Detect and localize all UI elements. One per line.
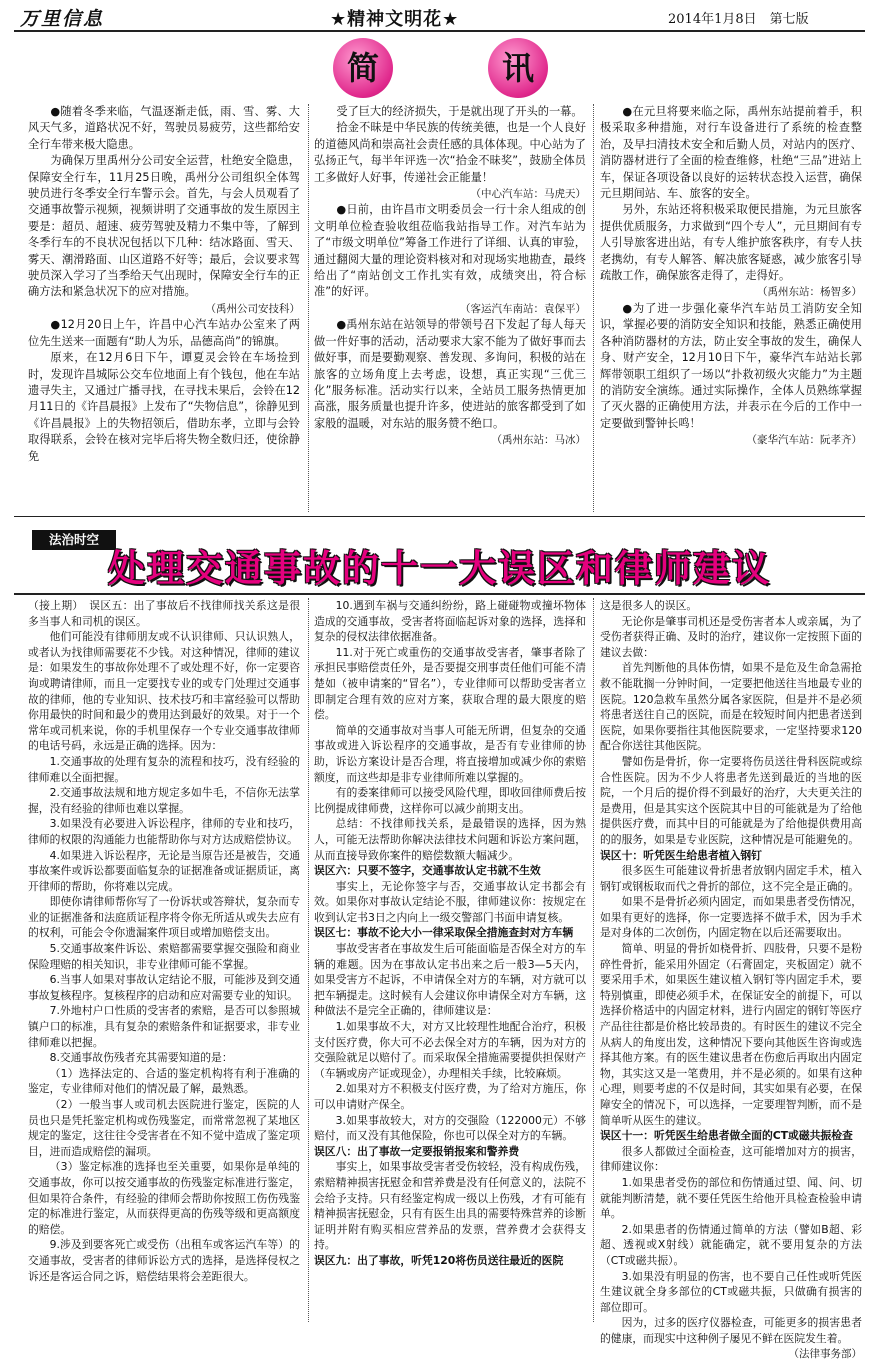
column-divider (593, 104, 594, 512)
news-column-3 (600, 104, 862, 516)
paragraph: 事实上，如果事故受害者受伤较轻，没有构成伤残，索赔精神损害抚慰金和营养费是没有任何意义的，法院不会给予支持。只有经鉴定构成一级以上伤残，才有可能有精神损害抚慰金，只有有医生出具的需要特殊营养的诊断证明并附有购买相应营养品的发票，营养费才会获得支持。 (314, 1159, 586, 1253)
article-source: （禹州东站：马冰） (314, 432, 586, 448)
law-column-3 (600, 598, 862, 1324)
law-column-1 (28, 598, 300, 1324)
paragraph: ●随着冬季来临，气温逐渐走低，雨、雪、雾、大风天气多，道路状况不好，驾驶员易疲劳，这些都给安全行车带来极大隐患。 (28, 104, 300, 153)
subheading: 误区九：出了事故，听凭120将伤员送往最近的医院 (314, 1253, 586, 1269)
paragraph: 很多医生可能建议骨折患者放钢内固定手术，植入钢钉或钢板取而代之骨折的部位，这不完全是正确的。 (600, 863, 862, 894)
paragraph: 4.如果进入诉讼程序，无论是当原告还是被告，交通事故案件或诉讼都要面临复杂的证据准备或证据质证，离开律师的帮助，你将难以完成。 (28, 848, 300, 895)
paragraph: （1）选择法定的、合适的鉴定机构将有利于准确的鉴定，专业律师对他们的情况最了解，最熟悉。 (28, 1066, 300, 1097)
subheading: 误区六：只要不签字，交通事故认定书就不生效 (314, 863, 586, 879)
section-tag: 法治时空 (32, 530, 116, 550)
section-title: ★精神文明花★ (330, 5, 459, 31)
paragraph: ●为了进一步强化豪华汽车站员工消防安全知识，掌握必要的消防安全知识和技能，熟悉正确使用各种消防器材的方法，防止安全事故的发生，确保人身、财产安全，12月10日下午，豪华汽车站站长郭辉带领职工组织了一场以“扑救初级火灾能力”为主题的消防安全演练。通过实际操作，全体人员熟练掌握了灭火器的正确使用方法，并表示在今后的工作中一定要做到警钟长鸣！ (600, 301, 862, 432)
paragraph: 2.交通事故法规和地方规定多如牛毛，不信你无法掌握，没有经验的律师也难以掌握。 (28, 785, 300, 816)
paragraph: 因为，过多的医疗仪器检查，可能更多的损害患者的健康，而现实中这种例子屡见不鲜在医院发生着。 (600, 1315, 862, 1346)
subheading: 误区十：听凭医生给患者植入钢钉 (600, 848, 862, 864)
paragraph: ●禹州东站在站领导的带领号召下发起了每人每天做一件好事的活动，活动要求大家不能为了做好事而去做好事，而是要勤观察、善发现、多询问，积极的站在旅客的立场角度上去考虑，设想，真正实现“三优三化”服务标准。活动实行以来，全站员工服务热情更加高涨，服务质量也提升许多，使进站的旅客都受到了如家般的温暖，对东站的服务赞不绝口。 (314, 317, 586, 432)
subheading: 误区八：出了事故一定要报销报案和警养费 (314, 1144, 586, 1160)
subheading: 误区七：事故不论大小一律采取保全措施查封对方车辆 (314, 925, 586, 941)
paragraph: ●日前，由许昌市文明委员会一行十余人组成的创文明单位检查验收组莅临我站指导工作。对汽车站为了“市级文明单位”筹备工作进行了详细、认真的审验，通过翻阅大量的理论资料核对和对现场实地勘查，最终给出了“南站创文工作扎实有效，成绩突出，符合标准”的好评。 (314, 202, 586, 300)
paragraph: 9.涉及到要客死亡或受伤（出租车或客运汽车等）的交通事故，受害者的律师诉讼方式的选择，是选择侵权之诉还是客运合同之诉，赔偿结果将会差距很大。 (28, 1237, 300, 1284)
paragraph: 2.如果对方不积极支付医疗费，为了给对方施压，你可以申请财产保全。 (314, 1081, 586, 1112)
article-source: （豪华汽车站：阮孝齐） (600, 432, 862, 448)
paragraph: 5.交通事故案件诉讼、索赔都需要掌握交强险和商业保险理赔的相关知识，非专业律师可能不掌握。 (28, 941, 300, 972)
issue-date: 2014年1月8日 第七版 (668, 8, 809, 27)
paragraph: 1.交通事故的处理有复杂的流程和技巧，没有经验的律师难以全面把握。 (28, 754, 300, 785)
paragraph: 简单、明显的骨折如桡骨折、四肢骨，只要不是粉碎性骨折，能采用外固定（石膏固定，夹板固定）就不要采用手术，如果医生建议植入钢钉等内固定手术，要特别慎重，即使必须手术，在保证安全的前提下，可以选择价格适中的内固定材料，进行内固定的钢钉等医疗产品往往都是价格比较昂贵的。有时医生的建议不完全从病人的角度出发，这种情况下要向其他医生咨询或选择其他方案。有的医生建议患者在伤愈后再取出内固定物，其实这又是一笔费用，并不是必须的。如果有这种心理，则要考虑的不仅是时间，其实如果有必要，在保障安全的情况下，可以选择，一定要理智判断，而不是简单听从医生的建议。 (600, 941, 862, 1128)
paragraph: 6.当事人如果对事故认定结论不服，可能涉及到交通事故复核程序。复核程序的启动和应对需要专业的知识。 (28, 972, 300, 1003)
article-source: （禹州公司安技科） (28, 301, 300, 317)
paragraph: 7.外地村户口性质的受害者的索赔，是否可以参照城镇户口的标准，具有复杂的索赔条件和证据要求，非专业律师难以把握。 (28, 1003, 300, 1050)
law-column-2 (314, 598, 586, 1324)
news-column-2 (314, 104, 586, 516)
paragraph: （3）鉴定标准的选择也至关重要，如果你是单纯的交通事故，你可以按交通事故的伤残鉴定标准进行鉴定，但如果符合条件，有经验的律师会帮助你按照工伤伤残鉴定的标准进行鉴定，从而获得更高的伤残等级和更高额度的赔偿。 (28, 1159, 300, 1237)
paragraph: ●12月20日上午，许昌中心汽车站办公室来了两位先生送来一面题有“助人为乐，品德高尚”的锦旗。 (28, 317, 300, 350)
subheading: 误区十一：听凭医生给患者做全面的CT或磁共振检查 (600, 1128, 862, 1144)
paragraph: 简单的交通事故对当事人可能无所谓，但复杂的交通事故或进入诉讼程序的交通事故，是否有专业律师的协助，诉讼方案设计是否合理，将直接增加或减少你的索赔额度，而这些却是非专业律师所难以掌握的。 (314, 723, 586, 785)
paragraph: 譬如伤是骨折，你一定要将伤员送往骨科医院或综合性医院。因为不少人将患者先送到最近的当地的医院，一个月后的提价得不到最好的治疗，大夫更关注的是费用，但是其实这个医院其中目的可能就是为了给他提供医疗费，而其中目的可能就是为了给他提供费用高的的服务，如果是专业医院，这种情况是可能避免的。 (600, 754, 862, 848)
article-source: （禹州东站：杨智多） (600, 284, 862, 300)
paragraph: 为确保万里禹州分公司安全运营，杜绝安全隐患，保障安全行车，11月25日晚，禹州分公司组织全体驾驶员进行冬季安全行车警示会。首先，与会人员观看了交通事故警示视频，视频讲明了交通事故的发生原因主要是：超员、超速、疲劳驾驶及精力不集中等，了解到冬季行车的不良状况包括以下几种：结冰路面、雪天、雾天、潮滑路面、山区道路不好等；最后，会议要求驾驶员深入学习了当季给天气出现时，保障安全行车的正确方法和紧急状况下的应对措施。 (28, 153, 300, 301)
paragraph: 1.如果患者受伤的部位和伤情通过望、闻、问、切就能判断清楚，就不要任凭医生给他开具检查检验申请单。 (600, 1175, 862, 1222)
paragraph: 3.如果没有必要进入诉讼程序，律师的专业和技巧，律师的权限的沟通能力也能帮助你与对方达成赔偿协议。 (28, 816, 300, 847)
paragraph: 即使你请律师帮你写了一份诉状或答辩状，复杂而专业的证据准备和法庭质证程序将令你无所适从或失去应有的权利，可能会令你遗漏案件项目或增加赔偿支出。 (28, 894, 300, 941)
article-source: （法律事务部） (600, 1347, 862, 1362)
paragraph: 首先判断他的具体伤情，如果不是危及生命急需抢救不能耽搁一分钟时间，一定要把他送往当地最专业的医院。120急救车虽然分属各家医院，但是并不是必须将患者送往自己的医院，而是在较短时间内把患者送到医院，如果你要指往其他医院要求，一定坚持要求120配合你送往其他医院。 (600, 660, 862, 754)
section-rule (14, 516, 865, 517)
page-header (0, 0, 879, 34)
header-rule (14, 30, 865, 32)
paragraph: 总结：不找律师找关系，是最错误的选择，因为熟人，可能无法帮助你解决法律技术问题和诉讼方案问题，从而直接导致你案件的赔偿数额大幅减少。 (314, 816, 586, 863)
headline: 处理交通事故的十一大误区和律师建议 (0, 538, 879, 592)
paragraph: 无论你是肇事司机还是受伤害者本人或亲属，为了受伤者获得正确、及时的治疗，建议你一定按照下面的建议去做： (600, 614, 862, 661)
article-source: （客运汽车南站：袁保平） (314, 301, 586, 317)
paragraph: 11.对于死亡或重伤的交通事故受害者，肇事者除了承担民事赔偿责任外，是否要提交刑事责任他们可能不清楚如（被申请案的“冒名”），专业律师可以帮助受害者立即制定合理有效的应对方案，获取合理的最大限度的赔偿。 (314, 645, 586, 723)
paragraph: 事实上，无论你签字与否，交通事故认定书都会有效。如果你对事故认定结论不服，律师建议你：按规定在收到认定书3日之内向上一级交警部门书面申请复核。 (314, 879, 586, 926)
paragraph: 8.交通事故伤残者充其需要知道的是： (28, 1050, 300, 1066)
column-divider (308, 104, 309, 512)
jianxun-title-char-1: 简 (333, 38, 393, 98)
paragraph: 1.如果事故不大，对方又比较理性地配合治疗，积极支付医疗费，你大可不必去保全对方的车辆，因为对方的交强险就足以赔付了。而采取保全措施需要提供担保财产（车辆或房产证或现金），办理相关手续，比较麻烦。 (314, 1019, 586, 1081)
paragraph: 3.如果没有明显的伤害，也不要自己任性或听凭医生建议就全身多部位的CT或磁共振，只做确有损害的部位即可。 (600, 1269, 862, 1316)
article-source: （中心汽车站：马虎天） (314, 186, 586, 202)
paragraph: 这是很多人的误区。 (600, 598, 862, 614)
news-column-1 (28, 104, 300, 516)
publication-name: 万里信息 (20, 4, 104, 31)
paragraph: （2）一般当事人或司机去医院进行鉴定，医院的人员也只是凭托鉴定机构或伤残鉴定，而常常忽视了某地区规定的鉴定，这往往令受害者在不知不觉中造成了鉴定项目，进而造成赔偿的漏项。 (28, 1097, 300, 1159)
column-divider (593, 598, 594, 1322)
jianxun-title-char-2: 讯 (488, 38, 548, 98)
paragraph: （接上期） 误区五：出了事故后不找律师找关系这是很多当事人和司机的误区。 (28, 598, 300, 629)
headline-rule (14, 593, 865, 595)
paragraph: 拾金不昧是中华民族的传统美德，也是一个人良好的道德风尚和崇高社会责任感的具体体现。中心站为了弘扬正气，每半年评选一次“拾金不昧奖”，鼓励全体员工多做好人好事，传递社会正能量！ (314, 120, 586, 186)
paragraph: 有的委案律师可以接受风险代理，即收回律师费后按比例提成律师费，这样你可以减少前期支出。 (314, 785, 586, 816)
paragraph: 他们可能没有律师朋友或不认识律师、只认识熟人，或者认为找律师需要花不少钱。对这种情况，律师的建议是：如果发生的事故你处理不了或处理不好，你一定要咨询或聘请律师，而且一定要找专业的或专门处理过交通事故的律师，他的专业知识、技术技巧和丰富经验可以帮助你用最快的时间和最少的费用达到最好的效果。对于一个常年或司机来说，你的手机里保存一个专业交通事故律师的电话号码，永远是正确的选择。因为： (28, 629, 300, 754)
paragraph: ●在元旦将要来临之际，禹州东站提前着手，积极采取多种措施，对行车设备进行了系统的检查整治，及早扫清技术安全和后勤人员，对站内的医疗、消防器材进行了全面的检查维修，杜绝“三品”进站上车，保证各项设备以良好的运转状态投入运营，确保元旦期间站、车、旅客的安全。 (600, 104, 862, 202)
paragraph: 原来，在12月6日下午，谭夏灵会铃在车场捡到时，发现许昌城际公交车位地面上有个钱包，他在车站遗寻失主，又通过广播寻找，在寻找未果后，会铃在12月11日的《许昌晨报》上发布了“失物信息”，徐静见到《许昌晨报》上的失物招领后，借助东孝，立即与会铃取得联系，会铃在核对完毕后将失物全数归还，使徐静免 (28, 350, 300, 465)
paragraph: 如果不是骨折必须内固定，而如果患者受伤情况，如果有更好的选择，你一定要选择不做手术，因为手术是对身体的二次创伤，内固定物在以后还需要取出。 (600, 894, 862, 941)
paragraph: 事故受害者在事故发生后可能面临是否保全对方的车辆的难题。因为在事故认定书出来之后一般3—5天内，如果受害方不起诉，不申请保全对方的车辆，对方就可以把车辆提走。这时候有人会建议你申请保全对方车辆，这种做法不是完全正确的，律师建议是： (314, 941, 586, 1019)
paragraph: 受了巨大的经济损失，于是就出现了开头的一幕。 (314, 104, 586, 120)
paragraph: 3.如果事故较大，对方的交强险（122000元）不够赔付，而又没有其他保险，你也可以保全对方的车辆。 (314, 1113, 586, 1144)
paragraph: 另外，东站还将积极采取便民措施，为元旦旅客提供优质服务，力求做到“四个专人”，元旦期间有专人引导旅客进出站，有专人维护旅客秩序，有专人扶老携幼，有专人解答、解决旅客疑惑，减少旅客引导疏散工作，确保旅客走得了，走得好。 (600, 202, 862, 284)
paragraph: 2.如果患者的伤情通过简单的方法（譬如B超、彩超、透视或X射线）就能确定，就不要用复杂的方法（CT或磁共振）。 (600, 1222, 862, 1269)
paragraph: 10.遇到车祸与交通纠纷纷，路上碰碰物或撞坏物体造成的交通事故，受害者将面临起诉对象的选择，选择和复杂的侵权法律依据准备。 (314, 598, 586, 645)
paragraph: 很多人都做过全面检查，这可能增加对方的损害，律师建议你： (600, 1144, 862, 1175)
column-divider (308, 598, 309, 1322)
